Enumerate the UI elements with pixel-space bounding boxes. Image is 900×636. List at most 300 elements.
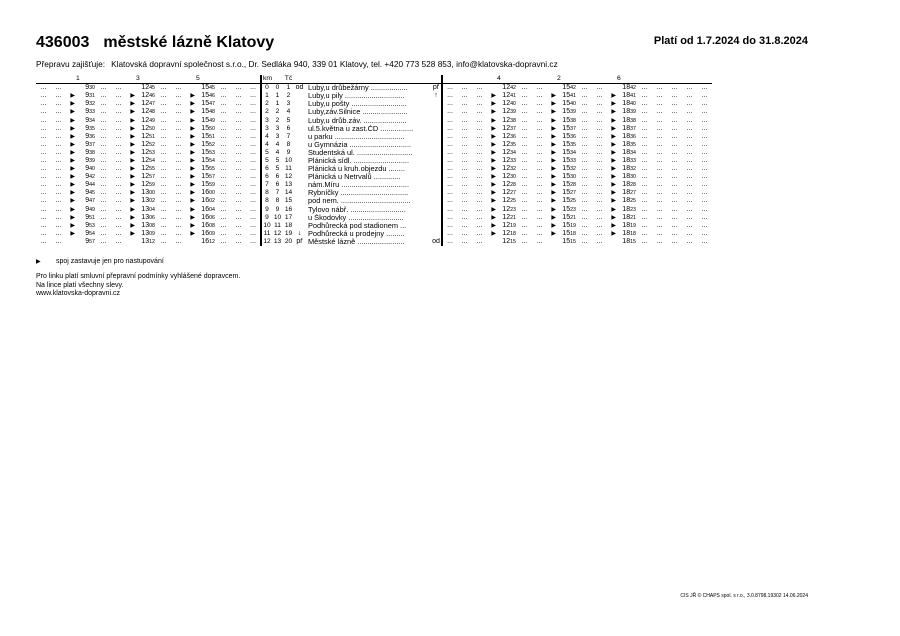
time-minute: 28 [630,182,636,189]
direction-marker [294,116,305,124]
empty-trip-cell: ... [641,92,648,100]
departure-time [616,206,637,214]
empty-trip-cell: ... [461,165,468,173]
time-minute: 37 [89,141,95,148]
direction-marker [431,157,442,165]
empty-trip-cell: ... [246,133,261,141]
request-stop-icon: ▶ [551,166,556,173]
empty-trip-cell: ... [521,108,528,116]
departure-time [75,125,96,133]
time-minute: 00 [209,190,215,197]
empty-trip-cell: ... [246,206,261,214]
request-stop-icon: ▶ [551,190,556,197]
empty-trip-cell: ... [701,221,708,229]
empty-trip-cell: ... [596,213,603,221]
empty-trip-cell: ... [701,116,708,124]
departure-time [75,108,96,116]
empty-trip-cell: ... [581,189,588,197]
trip-number-return: 2 [556,75,577,84]
empty-trip-cell: ... [671,116,678,124]
time-hour: 18 [622,116,631,124]
empty-trip-cell: ... [115,181,122,189]
empty-trip-cell: ... [100,221,107,229]
km-return: 13 [273,237,282,245]
empty-trip-cell: ... [536,124,543,132]
stop-row [36,100,712,108]
empty-trip-cell: ... [701,189,708,197]
empty-trip-cell: ... [220,189,227,197]
request-stop-icon: ▶ [130,141,135,148]
time-minute: 30 [570,174,576,181]
departure-time [195,108,216,116]
request-stop-icon: ▶ [491,101,496,108]
km-outbound: 5 [261,157,272,165]
stop-name: ul.5.května u zast.ČD ................ [308,124,414,133]
empty-trip-cell: ... [160,100,167,108]
empty-trip-cell: ... [461,124,468,132]
time-minute: 32 [89,101,95,108]
empty-trip-cell: ... [55,140,62,148]
time-hour: 15 [201,181,210,189]
empty-trip-cell: ... [235,229,242,237]
empty-trip-cell: ... [40,84,47,92]
direction-marker [431,100,442,108]
direction-marker [431,181,442,189]
direction-marker [431,214,442,222]
time-hour: 12 [141,92,150,100]
time-hour: 16 [201,197,210,205]
time-hour: 12 [141,124,150,132]
direction-marker [294,92,305,100]
header-blank-cell [697,75,712,84]
departure-time [496,149,517,157]
departure-time [496,189,517,197]
request-stop-icon: ▶ [611,214,616,221]
header-blank-cell [294,75,305,84]
time-hour: 12 [502,156,511,164]
request-stop-icon: ▶ [491,182,496,189]
request-stop-icon: ▶ [611,166,616,173]
empty-trip-cell: ... [521,100,528,108]
km-outbound: 12 [261,238,272,246]
km-outbound: 9 [261,214,272,222]
request-stop-icon: ▶ [130,101,135,108]
departure-time [75,173,96,181]
empty-trip-cell: ... [581,84,588,92]
empty-trip-cell: ... [536,132,543,140]
request-stop-icon: ▶ [190,222,195,229]
empty-trip-cell: ... [115,124,122,132]
time-hour: 12 [502,221,511,229]
departure-time [556,125,577,133]
empty-trip-cell: ... [220,124,227,132]
empty-trip-cell: ... [671,181,678,189]
empty-trip-cell: ... [246,173,261,181]
empty-trip-cell: ... [442,108,457,116]
empty-trip-cell: ... [55,237,62,245]
time-minute: 40 [89,166,95,173]
departure-time [556,206,577,214]
departure-time [135,84,156,93]
time-minute: 21 [510,214,516,221]
empty-trip-cell: ... [536,84,543,92]
time-hour: 18 [622,156,631,164]
direction-marker [431,197,442,205]
time-minute: 42 [570,85,576,92]
time-minute: 52 [209,141,215,148]
time-hour: 18 [622,229,631,237]
empty-trip-cell: ... [175,165,182,173]
departure-time [616,100,637,108]
empty-trip-cell: ... [220,197,227,205]
empty-trip-cell: ... [442,157,457,165]
request-stop-icon: ▶ [190,93,195,100]
km-outbound: 10 [261,222,272,230]
km-return: 3 [275,124,280,132]
empty-trip-cell: ... [55,100,62,108]
empty-trip-cell: ... [461,92,468,100]
empty-trip-cell: ... [175,181,182,189]
empty-trip-cell: ... [160,156,167,164]
time-minute: 30 [510,174,516,181]
empty-trip-cell: ... [641,108,648,116]
time-hour: 12 [141,84,150,92]
empty-trip-cell: ... [160,237,167,245]
empty-trip-cell: ... [641,229,648,237]
stop-name: Plánická u Netrvalů ............. [308,173,401,182]
empty-trip-cell: ... [175,116,182,124]
departure-time [496,141,517,149]
request-stop-icon: ▶ [491,117,496,124]
departure-time [556,197,577,205]
empty-trip-cell: ... [55,173,62,181]
header-blank-cell [487,75,496,84]
departure-time [556,173,577,181]
empty-trip-cell: ... [220,132,227,140]
empty-trip-cell: ... [671,213,678,221]
departure-time [195,238,216,246]
empty-trip-cell: ... [461,100,468,108]
empty-trip-cell: ... [100,116,107,124]
empty-trip-cell: ... [246,222,261,230]
empty-trip-cell: ... [656,213,663,221]
time-hour: 9 [85,156,90,164]
departure-time [496,197,517,205]
time-hour: 15 [562,140,571,148]
empty-trip-cell: ... [596,116,603,124]
departure-time [556,222,577,230]
empty-trip-cell: ... [641,100,648,108]
time-minute: 21 [570,214,576,221]
empty-trip-cell: ... [246,238,261,246]
time-minute: 23 [510,206,516,213]
km-outbound: 1 [261,92,272,100]
empty-trip-cell: ... [220,229,227,237]
departure-time [556,230,577,238]
header-blank-cell [652,75,667,84]
empty-trip-cell: ... [581,156,588,164]
empty-trip-cell: ... [671,237,678,245]
empty-trip-cell: ... [521,173,528,181]
departure-time [135,157,156,165]
header-blank-cell [592,75,607,84]
time-minute: 18 [510,230,516,237]
time-hour: 13 [141,221,150,229]
empty-trip-cell: ... [461,173,468,181]
request-stop-icon: ▶ [70,174,75,181]
time-hour: 12 [502,189,511,197]
empty-trip-cell: ... [442,165,457,173]
departure-time [75,84,96,93]
empty-trip-cell: ... [641,116,648,124]
empty-trip-cell: ... [641,189,648,197]
request-stop-icon: ▶ [190,166,195,173]
empty-trip-cell: ... [536,181,543,189]
time-hour: 15 [562,92,571,100]
request-stop-icon: ▶ [551,214,556,221]
time-minute: 36 [510,133,516,140]
time-hour: 15 [562,213,571,221]
request-stop-icon: ▶ [70,101,75,108]
empty-trip-cell: ... [536,92,543,100]
departure-time [616,141,637,149]
request-stop-icon: ▶ [190,101,195,108]
time-minute: 40 [570,101,576,108]
header-blank-cell [246,75,261,84]
time-hour: 12 [141,140,150,148]
departure-time [496,108,517,116]
empty-trip-cell: ... [246,92,261,100]
direction-marker [431,133,442,141]
tariff-point: 20 [284,237,293,245]
empty-trip-cell: ... [40,148,47,156]
empty-trip-cell: ... [656,108,663,116]
validity-period: Platí od 1.7.2024 do 31.8.2024 [653,35,808,47]
empty-trip-cell: ... [701,165,708,173]
header-blank-cell [231,75,246,84]
empty-trip-cell: ... [641,173,648,181]
stop-row [36,149,712,157]
time-minute: 59 [209,182,215,189]
time-minute: 00 [149,190,155,197]
empty-trip-cell: ... [100,92,107,100]
time-minute: 55 [149,166,155,173]
time-minute: 47 [149,101,155,108]
header-blank-cell [577,75,592,84]
empty-trip-cell: ... [160,205,167,213]
time-hour: 15 [562,132,571,140]
time-hour: 12 [502,108,511,116]
empty-trip-cell: ... [536,173,543,181]
empty-trip-cell: ... [701,173,708,181]
empty-trip-cell: ... [536,116,543,124]
departure-time [496,157,517,165]
empty-trip-cell: ... [246,230,261,238]
empty-trip-cell: ... [160,148,167,156]
empty-trip-cell: ... [596,237,603,245]
departure-time [556,133,577,141]
time-minute: 46 [149,93,155,100]
empty-trip-cell: ... [40,237,47,245]
time-hour: 15 [562,205,571,213]
time-hour: 9 [85,132,90,140]
direction-marker [431,189,442,197]
empty-trip-cell: ... [55,132,62,140]
empty-trip-cell: ... [521,205,528,213]
km-outbound: 7 [261,181,272,189]
time-hour: 12 [502,165,511,173]
empty-trip-cell: ... [686,84,693,92]
stop-row [36,157,712,165]
request-stop-icon: ▶ [70,206,75,213]
empty-trip-cell: ... [536,221,543,229]
note-conditions: Pro linku platí smluvní přepravní podmínky vyhlášené dopravcem. [36,273,241,280]
empty-trip-cell: ... [175,197,182,205]
empty-trip-cell: ... [521,92,528,100]
empty-trip-cell: ... [115,140,122,148]
empty-trip-cell: ... [596,140,603,148]
km-outbound: 8 [261,197,272,205]
empty-trip-cell: ... [40,189,47,197]
stop-name: Městské lázně ....................... [308,237,405,246]
empty-trip-cell: ... [235,205,242,213]
time-hour: 15 [562,173,571,181]
time-hour: 12 [141,156,150,164]
km-outbound: 2 [261,108,272,116]
request-stop-icon: ▶ [611,133,616,140]
departure-time [556,181,577,189]
time-hour: 12 [502,148,511,156]
time-minute: 41 [510,93,516,100]
time-hour: 12 [502,181,511,189]
empty-trip-cell: ... [521,156,528,164]
request-stop-icon: ▶ [70,157,75,164]
time-minute: 40 [630,101,636,108]
time-hour: 9 [85,100,90,108]
header-blank-cell [36,75,51,84]
empty-trip-cell: ... [115,116,122,124]
empty-trip-cell: ... [246,214,261,222]
request-stop-icon: ▶ [130,149,135,156]
time-hour: 18 [622,173,631,181]
time-minute: 57 [149,174,155,181]
empty-trip-cell: ... [581,148,588,156]
time-minute: 31 [89,93,95,100]
empty-trip-cell: ... [115,205,122,213]
empty-trip-cell: ... [701,156,708,164]
km-return: 9 [275,205,280,213]
operator-text: Klatovská dopravní společnost s.r.o., Dr. Sedláka 940, 339 01 Klatovy, tel. +420 773 528 853, info@klatovska-dopravni.cz [111,59,558,69]
empty-trip-cell: ... [235,140,242,148]
km-outbound: 4 [261,141,272,149]
request-stop-icon: ▶ [611,206,616,213]
tariff-point: 9 [286,148,291,156]
stop-name: Podhůrecká u prodejny ......... [308,229,405,238]
empty-trip-cell: ... [476,132,483,140]
header-blank-cell [442,75,457,84]
departure-time [616,133,637,141]
empty-trip-cell: ... [656,156,663,164]
empty-trip-cell: ... [701,124,708,132]
empty-trip-cell: ... [641,197,648,205]
empty-trip-cell: ... [246,157,261,165]
time-hour: 15 [562,116,571,124]
time-hour: 15 [201,148,210,156]
time-hour: 13 [141,229,150,237]
empty-trip-cell: ... [55,156,62,164]
empty-trip-cell: ... [596,221,603,229]
empty-trip-cell: ... [521,84,528,92]
time-minute: 25 [510,198,516,205]
request-stop-icon [607,84,616,93]
departure-time [195,206,216,214]
empty-trip-cell: ... [686,221,693,229]
empty-trip-cell: ... [55,229,62,237]
empty-trip-cell: ... [461,108,468,116]
time-minute: 27 [510,190,516,197]
empty-trip-cell: ... [521,189,528,197]
request-stop-icon: ▶ [611,157,616,164]
time-hour: 12 [502,213,511,221]
time-hour: 12 [502,124,511,132]
header-blank-cell [682,75,697,84]
time-minute: 25 [630,198,636,205]
empty-trip-cell: ... [641,181,648,189]
time-minute: 52 [149,141,155,148]
time-hour: 12 [141,173,150,181]
stop-name: pod nem. .................................. [308,197,411,206]
time-minute: 32 [570,166,576,173]
time-minute: 35 [510,141,516,148]
empty-trip-cell: ... [160,84,167,92]
empty-trip-cell: ... [235,221,242,229]
request-stop-icon: ▶ [491,190,496,197]
departure-time [496,84,517,93]
stop-row [36,84,712,93]
km-outbound: 11 [261,230,272,238]
empty-trip-cell: ... [442,181,457,189]
empty-trip-cell: ... [246,149,261,157]
time-hour: 15 [562,229,571,237]
time-hour: 15 [562,84,571,92]
empty-trip-cell: ... [461,221,468,229]
request-stop-icon: ▶ [190,133,195,140]
tariff-point: 8 [286,140,291,148]
empty-trip-cell: ... [100,140,107,148]
empty-trip-cell: ... [235,124,242,132]
header-blank-cell [66,75,75,84]
empty-trip-cell: ... [656,197,663,205]
empty-trip-cell: ... [581,132,588,140]
time-hour: 18 [622,84,631,92]
departure-time [616,125,637,133]
time-minute: 37 [510,125,516,132]
departure-time [556,108,577,116]
request-stop-icon [66,84,75,93]
empty-trip-cell: ... [220,165,227,173]
empty-trip-cell: ... [521,124,528,132]
empty-trip-cell: ... [246,125,261,133]
header-blank-cell [667,75,682,84]
empty-trip-cell: ... [596,108,603,116]
time-hour: 18 [622,165,631,173]
request-stop-icon: ▶ [70,133,75,140]
departure-marker: od [432,237,440,245]
request-stop-icon: ▶ [491,230,496,237]
time-minute: 53 [209,149,215,156]
time-hour: 12 [502,205,511,213]
km-outbound: 5 [261,149,272,157]
